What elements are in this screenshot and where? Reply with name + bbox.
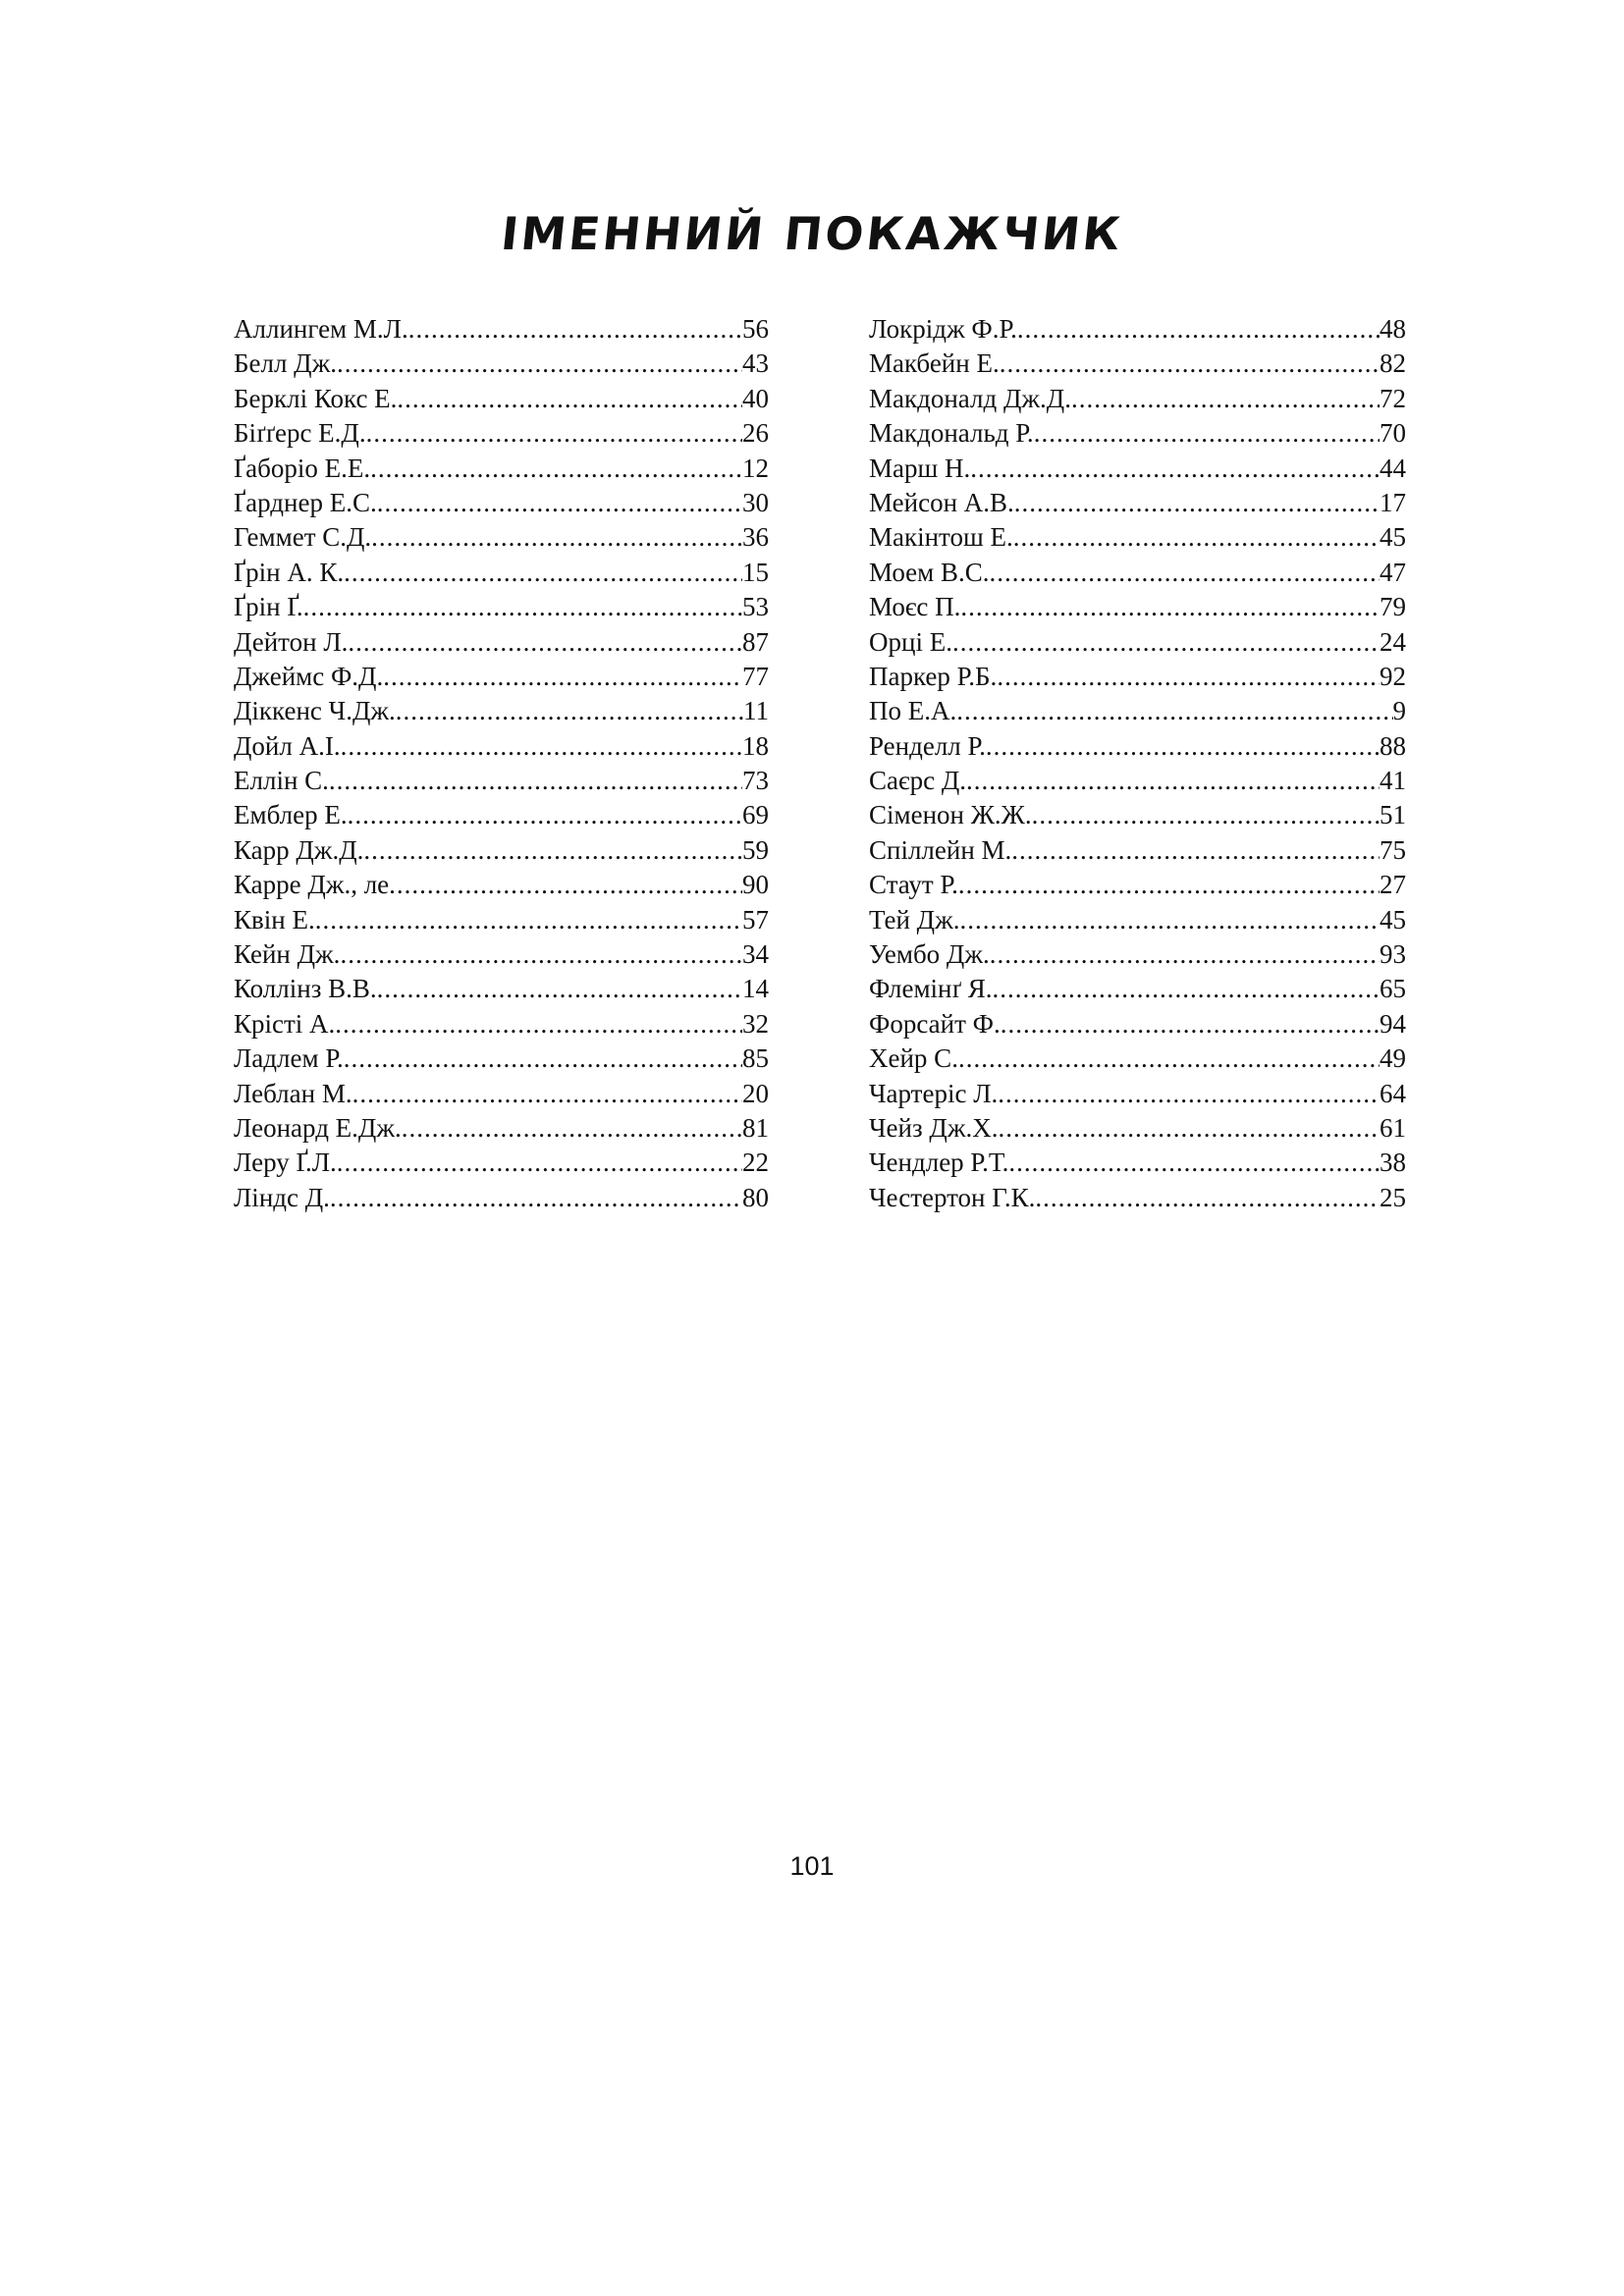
entry-name: Діккенс Ч.Дж. bbox=[234, 696, 396, 726]
entry-name: Моєс П. bbox=[869, 592, 961, 622]
dot-leader bbox=[1008, 1146, 1380, 1180]
dot-leader bbox=[329, 764, 742, 798]
entry-name: Макдоналд Дж.Д. bbox=[869, 383, 1071, 413]
entry-name: Кейн Дж. bbox=[234, 939, 341, 970]
entry-name: Макбейн Е. bbox=[869, 348, 1000, 379]
dot-leader bbox=[397, 382, 742, 416]
index-entry bbox=[869, 903, 1406, 937]
dot-leader bbox=[340, 937, 742, 972]
index-entry bbox=[869, 1181, 1406, 1215]
entry-page-number: 88 bbox=[1380, 730, 1406, 761]
entry-name: Орці Е. bbox=[869, 626, 952, 657]
entry-name: Емблер Е. bbox=[234, 800, 348, 830]
entry-name: Спіллейн М. bbox=[869, 834, 1012, 865]
entry-page-number: 87 bbox=[742, 626, 769, 657]
entry-name: Ґрін А. К. bbox=[234, 557, 345, 587]
entry-name: Локрідж Ф.Р. bbox=[869, 314, 1017, 344]
entry-page-number: 69 bbox=[742, 800, 769, 830]
dot-leader bbox=[998, 1077, 1380, 1111]
entry-page-number: 61 bbox=[1380, 1112, 1406, 1143]
entry-page-number: 70 bbox=[1380, 418, 1406, 449]
entry-name: Ґарднер Е.С. bbox=[234, 487, 377, 517]
entry-page-number: 26 bbox=[742, 418, 769, 449]
dot-leader bbox=[370, 452, 742, 486]
entry-page-number: 75 bbox=[1380, 834, 1406, 865]
entry-name: Чейз Дж.Х. bbox=[869, 1112, 999, 1143]
dot-leader bbox=[341, 729, 742, 764]
entry-page-number: 30 bbox=[742, 487, 769, 517]
index-entry bbox=[869, 416, 1406, 451]
entry-name: Еллін С. bbox=[234, 766, 329, 796]
index-entry bbox=[234, 903, 769, 937]
index-entry bbox=[869, 937, 1406, 972]
index-entry bbox=[234, 1181, 769, 1215]
index-entry bbox=[869, 868, 1406, 902]
entry-name: Белл Дж. bbox=[234, 348, 338, 379]
index-entry bbox=[869, 556, 1406, 590]
entry-page-number: 32 bbox=[742, 1008, 769, 1039]
entry-name: Тей Дж. bbox=[869, 904, 960, 934]
index-entry bbox=[869, 972, 1406, 1006]
dot-leader bbox=[389, 868, 742, 902]
index-entry bbox=[234, 868, 769, 902]
index-entry bbox=[869, 452, 1406, 486]
entry-page-number: 65 bbox=[1380, 974, 1406, 1004]
entry-name: Макінтош Е. bbox=[869, 522, 1013, 553]
dot-leader bbox=[344, 556, 742, 590]
entry-name: Коллінз В.В. bbox=[234, 974, 377, 1004]
dot-leader bbox=[997, 660, 1380, 694]
entry-name: По Е.А. bbox=[869, 696, 957, 726]
entry-name: Стаут Р. bbox=[869, 870, 958, 900]
index-entry bbox=[234, 452, 769, 486]
index-entry bbox=[234, 1077, 769, 1111]
entry-name: Карр Дж.Д. bbox=[234, 834, 364, 865]
index-entry bbox=[869, 694, 1406, 728]
index-entry bbox=[234, 312, 769, 347]
entry-name: Ладлем Р. bbox=[234, 1043, 344, 1074]
dot-leader bbox=[1001, 1007, 1380, 1041]
index-entry bbox=[869, 486, 1406, 520]
entry-name: Паркер Р.Б. bbox=[869, 661, 998, 691]
entry-name: Квін Е. bbox=[234, 904, 315, 934]
index-entry bbox=[869, 833, 1406, 868]
dot-leader bbox=[958, 1041, 1380, 1076]
index-entry bbox=[234, 660, 769, 694]
index-entry bbox=[869, 660, 1406, 694]
dot-leader bbox=[303, 590, 742, 624]
index-entry bbox=[234, 764, 769, 798]
dot-leader bbox=[998, 1111, 1380, 1146]
dot-leader bbox=[371, 520, 742, 555]
index-entry bbox=[869, 764, 1406, 798]
dot-leader bbox=[959, 903, 1380, 937]
index-column-right bbox=[869, 312, 1406, 1215]
dot-leader bbox=[992, 972, 1380, 1006]
index-entry bbox=[869, 382, 1406, 416]
entry-page-number: 94 bbox=[1380, 1008, 1406, 1039]
entry-name: Берклі Кокс Е. bbox=[234, 383, 398, 413]
entry-page-number: 92 bbox=[1380, 661, 1406, 691]
entry-page-number: 73 bbox=[742, 766, 769, 796]
index-entry bbox=[869, 312, 1406, 347]
entry-page-number: 18 bbox=[742, 730, 769, 761]
entry-page-number: 15 bbox=[742, 557, 769, 587]
entry-page-number: 9 bbox=[1392, 696, 1406, 726]
entry-page-number: 53 bbox=[742, 592, 769, 622]
index-entry bbox=[234, 833, 769, 868]
entry-page-number: 51 bbox=[1380, 800, 1406, 830]
entry-page-number: 17 bbox=[1380, 487, 1406, 517]
dot-leader bbox=[990, 937, 1380, 972]
dot-leader bbox=[383, 660, 742, 694]
entry-page-number: 56 bbox=[742, 314, 769, 344]
index-entry bbox=[234, 520, 769, 555]
entry-page-number: 38 bbox=[1380, 1148, 1406, 1178]
entry-name: Марш Н. bbox=[869, 453, 971, 483]
dot-leader bbox=[966, 764, 1380, 798]
entry-page-number: 77 bbox=[742, 661, 769, 691]
entry-page-number: 20 bbox=[742, 1078, 769, 1108]
index-entry bbox=[234, 937, 769, 972]
index-entry bbox=[234, 625, 769, 660]
index-entry bbox=[869, 625, 1406, 660]
entry-name: Флемінґ Я. bbox=[869, 974, 993, 1004]
dot-leader bbox=[990, 556, 1380, 590]
entry-page-number: 11 bbox=[743, 696, 769, 726]
index-entry bbox=[234, 486, 769, 520]
entry-page-number: 36 bbox=[742, 522, 769, 553]
dot-leader bbox=[335, 1007, 742, 1041]
index-entry bbox=[869, 1111, 1406, 1146]
index-entry bbox=[869, 1007, 1406, 1041]
entry-page-number: 12 bbox=[742, 453, 769, 483]
dot-leader bbox=[952, 625, 1380, 660]
dot-leader bbox=[1013, 520, 1380, 555]
dot-leader bbox=[377, 486, 742, 520]
index-entry bbox=[234, 972, 769, 1006]
entry-name: Леру Ґ.Л. bbox=[234, 1148, 337, 1178]
dot-leader bbox=[958, 868, 1380, 902]
entry-page-number: 44 bbox=[1380, 453, 1406, 483]
dot-leader bbox=[337, 347, 742, 381]
entry-page-number: 64 bbox=[1380, 1078, 1406, 1108]
entry-name: Моем В.С. bbox=[869, 557, 990, 587]
page-number: 101 bbox=[789, 1851, 835, 1881]
entry-name: Карре Дж., ле bbox=[234, 870, 390, 900]
entry-name: Біґґерс Е.Д. bbox=[234, 418, 366, 449]
entry-name: Геммет С.Д. bbox=[234, 522, 372, 553]
index-entry bbox=[869, 1041, 1406, 1076]
entry-page-number: 90 bbox=[742, 870, 769, 900]
entry-page-number: 22 bbox=[742, 1148, 769, 1178]
index-entry bbox=[234, 347, 769, 381]
dot-leader bbox=[352, 1077, 742, 1111]
entry-name: Дойл А.І. bbox=[234, 730, 341, 761]
entry-page-number: 25 bbox=[1380, 1182, 1406, 1212]
entry-page-number: 47 bbox=[1380, 557, 1406, 587]
entry-name: Чендлер Р.Т. bbox=[869, 1148, 1009, 1178]
index-entry bbox=[234, 729, 769, 764]
dot-leader bbox=[363, 833, 742, 868]
entry-name: Чартеріс Л. bbox=[869, 1078, 999, 1108]
dot-leader bbox=[348, 625, 742, 660]
entry-name: Леблан М. bbox=[234, 1078, 352, 1108]
dot-leader bbox=[1032, 798, 1380, 832]
dot-leader bbox=[377, 972, 742, 1006]
entry-page-number: 80 bbox=[742, 1182, 769, 1212]
entry-page-number: 34 bbox=[742, 939, 769, 970]
entry-page-number: 43 bbox=[742, 348, 769, 379]
entry-page-number: 81 bbox=[742, 1112, 769, 1143]
dot-leader bbox=[1000, 347, 1380, 381]
index-entry bbox=[869, 1077, 1406, 1111]
entry-name: Ренделл Р. bbox=[869, 730, 986, 761]
entry-name: Сіменон Ж.Ж. bbox=[869, 800, 1032, 830]
dot-leader bbox=[986, 729, 1380, 764]
dot-leader bbox=[960, 590, 1380, 624]
dot-leader bbox=[1071, 382, 1380, 416]
entry-name: Мейсон А.В. bbox=[869, 487, 1014, 517]
entry-name: Хейр С. bbox=[869, 1043, 958, 1074]
dot-leader bbox=[956, 694, 1392, 728]
dot-leader bbox=[1011, 833, 1380, 868]
entry-name: Дейтон Л. bbox=[234, 626, 349, 657]
dot-leader bbox=[402, 1111, 742, 1146]
entry-page-number: 14 bbox=[742, 974, 769, 1004]
dot-leader bbox=[1014, 486, 1380, 520]
dot-leader bbox=[396, 694, 743, 728]
entry-name: Аллингем М.Л. bbox=[234, 314, 408, 344]
dot-leader bbox=[1035, 1181, 1380, 1215]
entry-name: Макдональд Р. bbox=[869, 418, 1034, 449]
entry-page-number: 82 bbox=[1380, 348, 1406, 379]
entry-page-number: 57 bbox=[742, 904, 769, 934]
entry-page-number: 41 bbox=[1380, 766, 1406, 796]
index-entry bbox=[234, 1111, 769, 1146]
entry-page-number: 72 bbox=[1380, 383, 1406, 413]
index-entry bbox=[869, 729, 1406, 764]
index-entry bbox=[869, 798, 1406, 832]
entry-name: Крісті А. bbox=[234, 1008, 336, 1039]
entry-page-number: 79 bbox=[1380, 592, 1406, 622]
index-entry bbox=[234, 1007, 769, 1041]
entry-page-number: 48 bbox=[1380, 314, 1406, 344]
entry-page-number: 45 bbox=[1380, 904, 1406, 934]
index-entry bbox=[869, 520, 1406, 555]
index-entry bbox=[234, 556, 769, 590]
index-entry bbox=[234, 1041, 769, 1076]
entry-page-number: 49 bbox=[1380, 1043, 1406, 1074]
dot-leader bbox=[337, 1146, 742, 1180]
entry-name: Джеймс Ф.Д. bbox=[234, 661, 384, 691]
entry-name: Ліндс Д. bbox=[234, 1182, 330, 1212]
index-entry bbox=[234, 590, 769, 624]
dot-leader bbox=[330, 1181, 742, 1215]
entry-name: Форсайт Ф. bbox=[869, 1008, 1001, 1039]
entry-name: Ґрін Ґ. bbox=[234, 592, 303, 622]
dot-leader bbox=[970, 452, 1380, 486]
dot-leader bbox=[344, 1041, 742, 1076]
entry-name: Честертон Г.К. bbox=[869, 1182, 1036, 1212]
entry-name: Уембо Дж. bbox=[869, 939, 990, 970]
entry-page-number: 45 bbox=[1380, 522, 1406, 553]
page-title: ІМЕННИЙ ПОКАЖЧИК bbox=[498, 206, 1126, 260]
index-entry bbox=[234, 694, 769, 728]
entry-page-number: 85 bbox=[742, 1043, 769, 1074]
index-entry bbox=[869, 1146, 1406, 1180]
index-entry bbox=[234, 798, 769, 832]
dot-leader bbox=[1034, 416, 1380, 451]
entry-page-number: 59 bbox=[742, 834, 769, 865]
entry-name: Леонард Е.Дж. bbox=[234, 1112, 402, 1143]
entry-page-number: 24 bbox=[1380, 626, 1406, 657]
entry-name: Саєрс Д. bbox=[869, 766, 966, 796]
entry-page-number: 40 bbox=[742, 383, 769, 413]
dot-leader bbox=[366, 416, 742, 451]
index-entry bbox=[869, 347, 1406, 381]
dot-leader bbox=[408, 312, 742, 347]
entry-page-number: 27 bbox=[1380, 870, 1406, 900]
index-entry bbox=[234, 416, 769, 451]
index-entry bbox=[234, 382, 769, 416]
dot-leader bbox=[348, 798, 742, 832]
entry-page-number: 93 bbox=[1380, 939, 1406, 970]
index-column-left bbox=[234, 312, 769, 1215]
dot-leader bbox=[315, 903, 742, 937]
entry-name: Ґаборіо Е.Е. bbox=[234, 453, 371, 483]
dot-leader bbox=[1017, 312, 1380, 347]
index-entry bbox=[869, 590, 1406, 624]
index-entry bbox=[234, 1146, 769, 1180]
